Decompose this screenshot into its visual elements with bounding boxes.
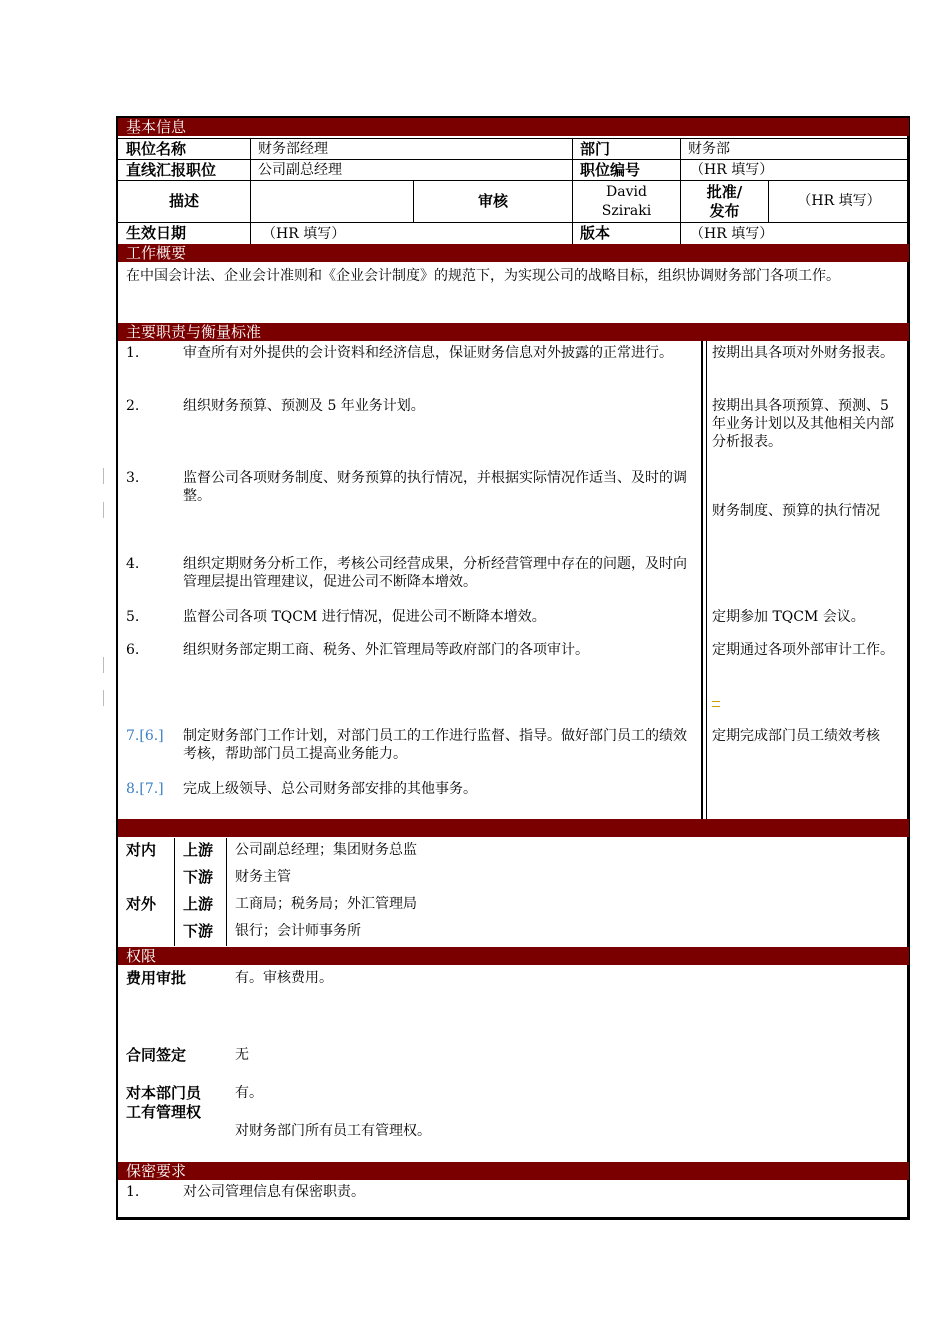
revision-mark [712, 701, 720, 707]
duty-number: 2. [126, 398, 140, 414]
staff-management-detail: 对财务部门所有员工有管理权。 [235, 1123, 431, 1139]
duty-measure: 定期通过各项外部审计工作。 [712, 642, 894, 658]
staff-management-label: 对本部门员 [126, 1084, 202, 1102]
duty-number: 3. [126, 470, 140, 486]
duty-number: 7.[6.] [126, 728, 164, 744]
duty-measure: 定期完成部门员工绩效考核 [712, 728, 880, 744]
expense-approval-label: 费用审批 [126, 969, 187, 987]
internal-label: 对内 [126, 841, 157, 859]
section-header-authority: 权限 [118, 947, 909, 965]
section-header-confidential: 保密要求 [118, 1162, 909, 1180]
reviewer-name-first: David [606, 184, 647, 200]
change-bar [103, 502, 104, 518]
duty-text: 制定财务部门工作计划，对部门员工的工作进行监督、指导。做好部门员工的绩效考核，帮助部门员工提高业务能力。 [183, 728, 687, 762]
change-bar [103, 468, 104, 484]
upstream-label: 上游 [183, 841, 214, 859]
position-name-label: 职位名称 [126, 140, 187, 158]
department-value: 财务部 [688, 141, 730, 157]
internal-upstream-value: 公司副总经理；集团财务总监 [235, 842, 417, 858]
staff-management-label-2: 工有管理权 [126, 1103, 202, 1121]
contract-signing-value: 无 [235, 1047, 249, 1063]
duty-text: 监督公司各项 TQCM 进行情况，促进公司不断降本增效。 [183, 609, 546, 625]
duty-text: 组织定期财务分析工作，考核公司经营成果，分析经营管理中存在的问题，及时向管理层提出管理建议，促进公司不断降本增效。 [183, 556, 687, 590]
staff-management-value: 有。 [235, 1085, 263, 1101]
change-bar [103, 657, 104, 673]
divider [701, 341, 703, 819]
external-upstream-value: 工商局；税务局；外汇管理局 [235, 896, 417, 912]
effective-date-value: （HR 填写） [262, 226, 346, 242]
position-name-value: 财务部经理 [258, 141, 328, 157]
divider [118, 180, 909, 181]
duty-measure: 按期出具各项预算、预测、5 年业务计划以及其他相关内部分析报表。 [712, 398, 894, 450]
change-bar [103, 690, 104, 706]
duty-number: 4. [126, 556, 140, 572]
confidential-text: 对公司管理信息有保密职责。 [183, 1184, 365, 1200]
duty-text: 监督公司各项财务制度、财务预算的执行情况，并根据实际情况作适当、及时的调整。 [183, 470, 687, 504]
position-code-label: 职位编号 [580, 161, 641, 179]
section-header-relations [118, 819, 909, 837]
downstream-label: 下游 [183, 922, 214, 940]
version-value: （HR 填写） [690, 226, 774, 242]
divider [174, 838, 175, 946]
report-to-label: 直线汇报职位 [126, 161, 217, 179]
duty-text: 审查所有对外提供的会计资料和经济信息，保证财务信息对外披露的正常进行。 [183, 345, 673, 361]
duty-number: 6. [126, 642, 140, 658]
approve-value: （HR 填写） [797, 193, 881, 209]
department-label: 部门 [580, 140, 611, 158]
publish-label: 发布 [709, 202, 740, 220]
duty-text: 组织财务预算、预测及 5 年业务计划。 [183, 398, 425, 414]
section-header-summary: 工作概要 [118, 244, 909, 262]
divider [250, 138, 251, 244]
confidential-number: 1. [126, 1184, 140, 1200]
duty-text: 组织财务部定期工商、税务、外汇管理局等政府部门的各项审计。 [183, 642, 589, 658]
duty-text: 完成上级领导、总公司财务部安排的其他事务。 [183, 781, 477, 797]
report-to-value: 公司副总经理 [258, 162, 342, 178]
external-downstream-value: 银行；会计师事务所 [235, 923, 361, 939]
version-label: 版本 [580, 224, 611, 242]
downstream-label: 下游 [183, 868, 214, 886]
duty-measure: 财务制度、预算的执行情况 [712, 503, 880, 519]
internal-downstream-value: 财务主管 [235, 869, 291, 885]
summary-text: 在中国会计法、企业会计准则和《企业会计制度》的规范下，为实现公司的战略目标，组织协调财务部门各项工作。 [126, 268, 840, 284]
duty-measure: 定期参加 TQCM 会议。 [712, 609, 865, 625]
review-label: 审核 [477, 192, 508, 210]
section-header-duties: 主要职责与衡量标准 [118, 323, 909, 341]
divider [226, 838, 227, 946]
divider [118, 138, 909, 139]
duty-number: 1. [126, 345, 140, 361]
position-code-value: （HR 填写） [690, 162, 774, 178]
divider [118, 222, 909, 223]
effective-date-label: 生效日期 [126, 224, 187, 242]
duty-number: 8.[7.] [126, 781, 164, 797]
duty-measure: 按期出具各项对外财务报表。 [712, 345, 894, 361]
divider [118, 159, 909, 160]
expense-approval-value: 有。审核费用。 [235, 970, 333, 986]
contract-signing-label: 合同签定 [126, 1046, 187, 1064]
duty-number: 5. [126, 609, 140, 625]
external-label: 对外 [126, 895, 157, 913]
reviewer-name-last: Sziraki [601, 203, 652, 219]
divider [706, 341, 707, 819]
description-label: 描述 [168, 192, 199, 210]
approve-label: 批准/ [706, 183, 743, 201]
upstream-label: 上游 [183, 895, 214, 913]
section-header-basic: 基本信息 [118, 118, 909, 136]
